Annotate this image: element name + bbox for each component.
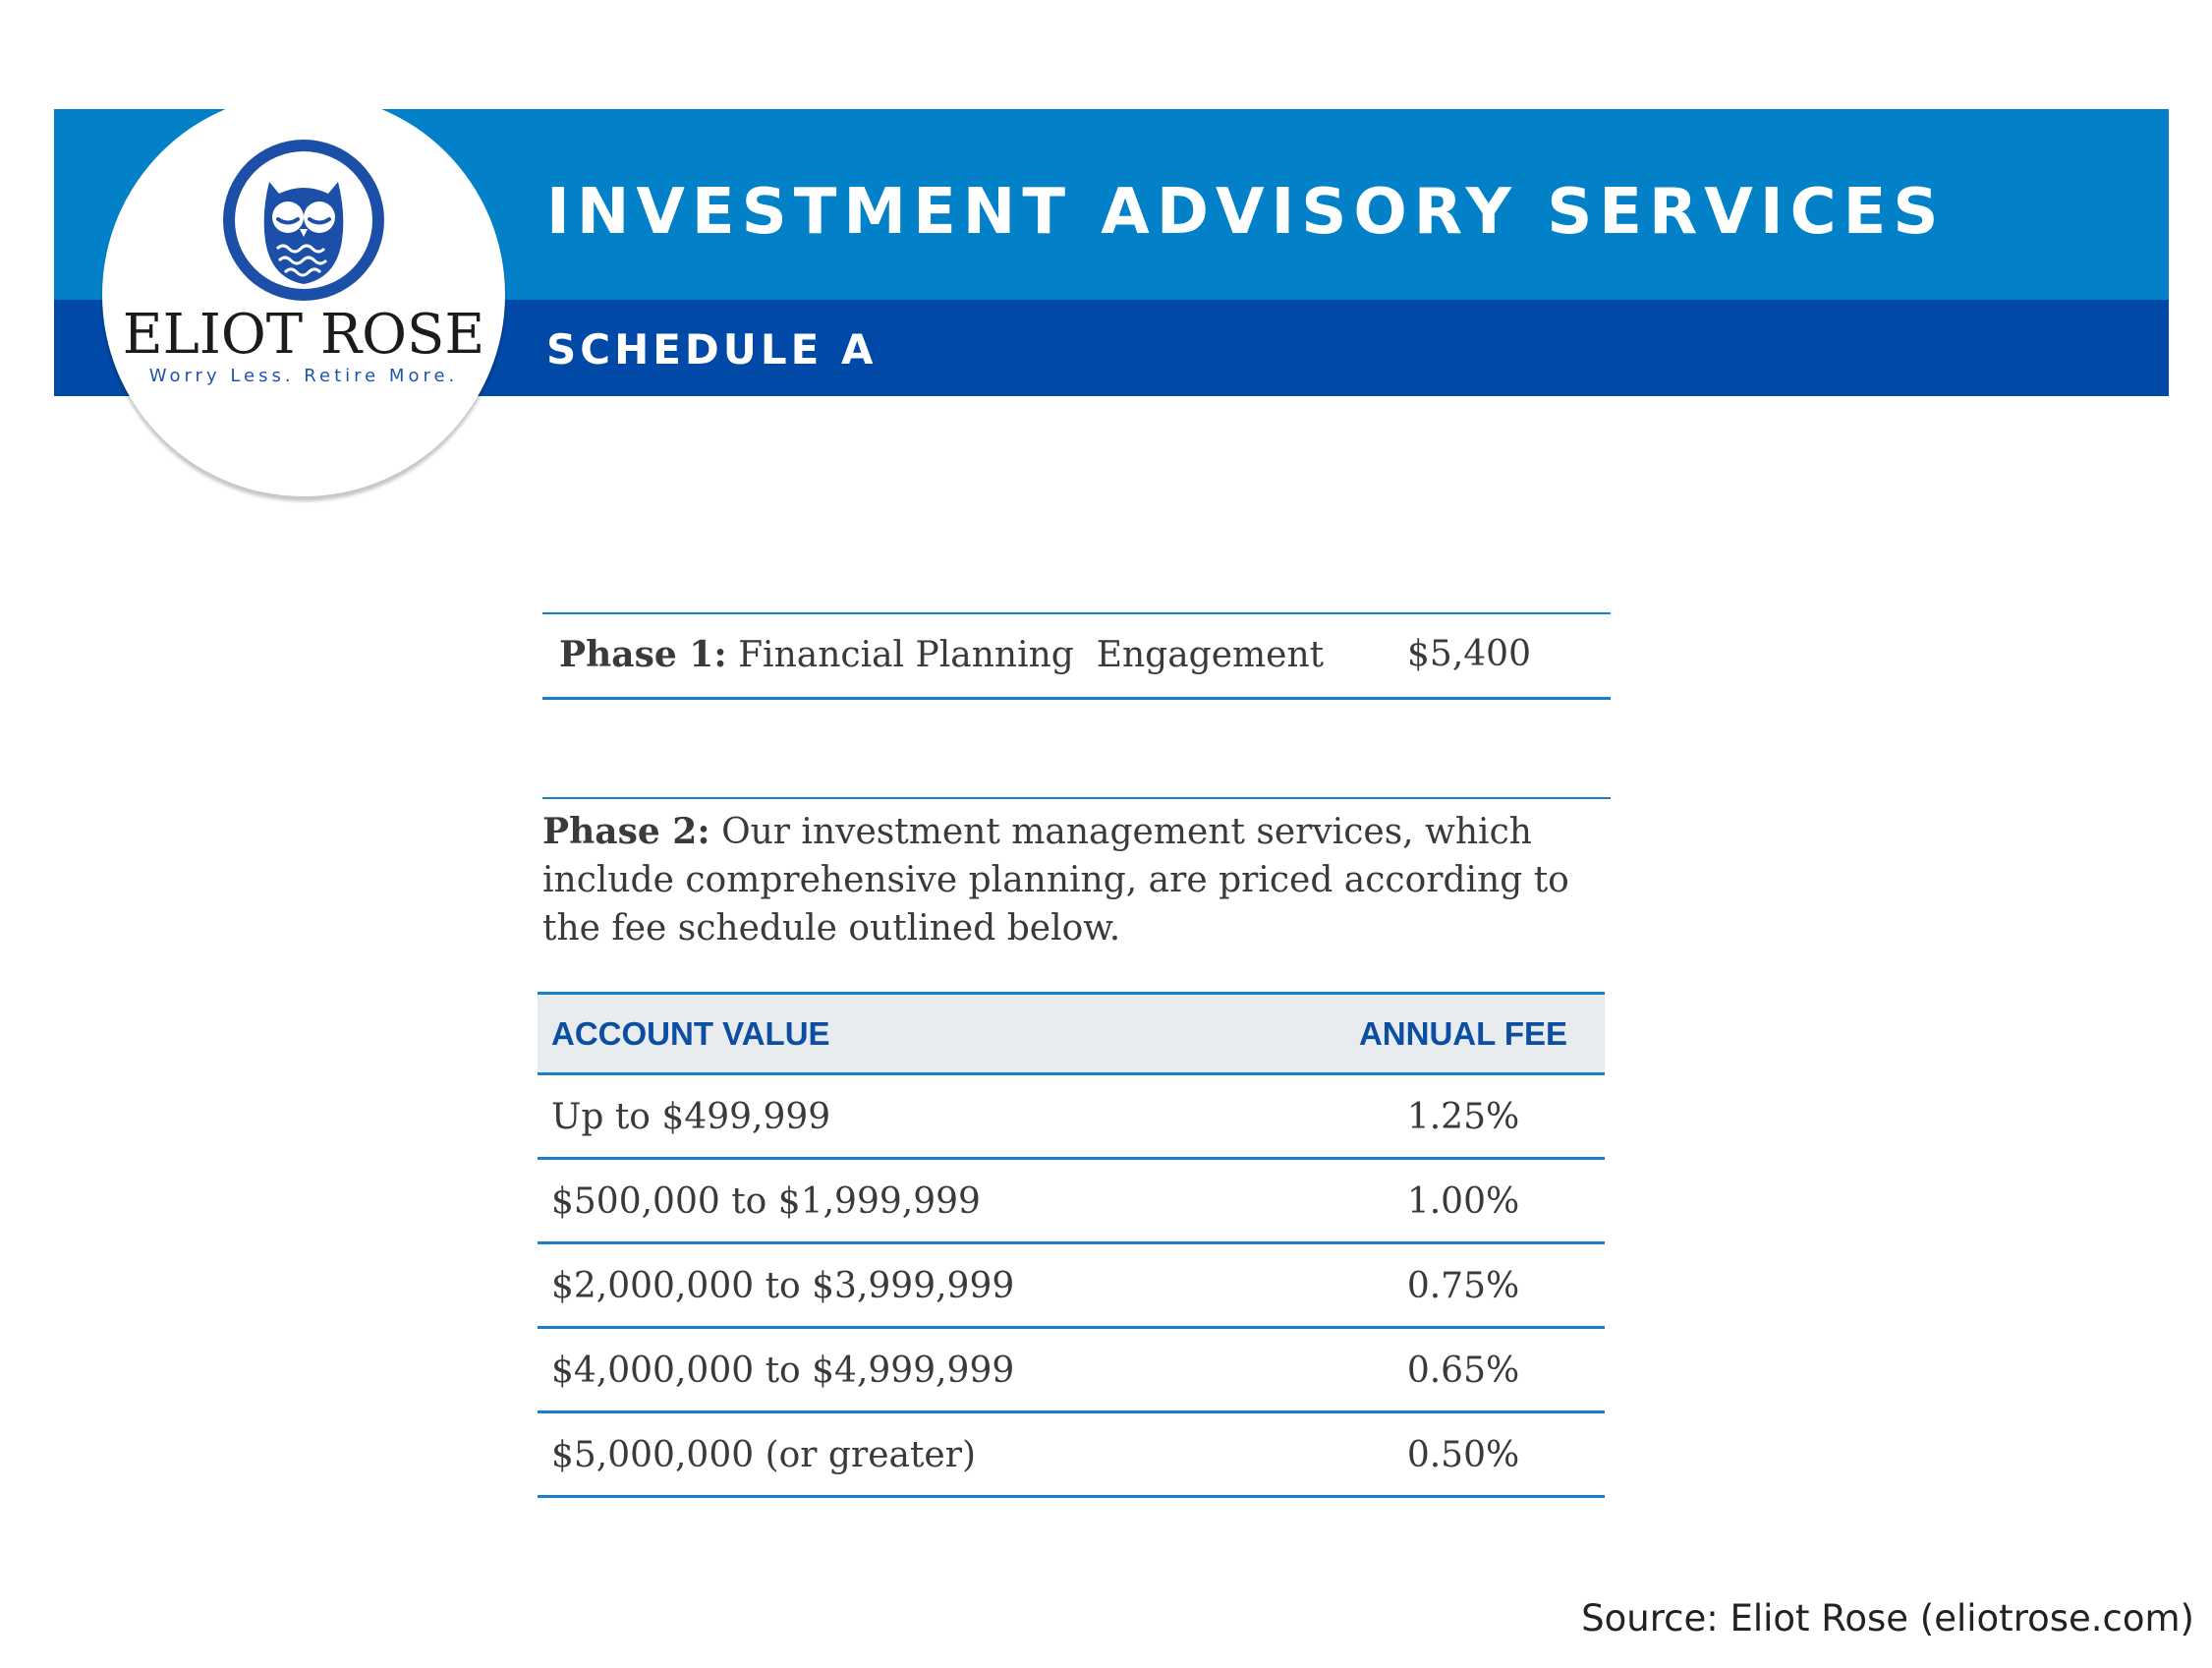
annual-fee-cell: 1.00% (1406, 1181, 1520, 1222)
phase2-paragraph (542, 808, 1623, 952)
page-title: INVESTMENT ADVISORY SERVICES (546, 176, 1946, 249)
table-row (538, 1329, 1605, 1413)
table-row (538, 1244, 1605, 1329)
logo-tagline: Worry Less. Retire More. (148, 366, 459, 386)
phase2-label: Phase 2: (542, 811, 710, 852)
table-row (538, 1075, 1605, 1160)
phase1-description: Financial Planning Engagement (738, 635, 1325, 675)
phase2-text: Our investment management services, which include comprehensive planning, are priced according to the fee schedule outlined below. (542, 812, 1569, 949)
page-subtitle: SCHEDULE A (546, 325, 878, 374)
phase1-price: $5,400 (1407, 634, 1531, 674)
phase1-top-rule (542, 612, 1611, 614)
annual-fee-cell: 0.75% (1406, 1266, 1520, 1306)
table-row (538, 1160, 1605, 1244)
owl-icon (218, 135, 389, 306)
phase1-row (559, 632, 1324, 678)
phase2-top-rule (542, 797, 1611, 799)
account-value-cell: Up to $499,999 (551, 1097, 831, 1137)
account-value-cell: $2,000,000 to $3,999,999 (551, 1266, 1015, 1306)
column-header-annual-fee: ANNUAL FEE (1358, 1015, 1568, 1052)
logo-name: ELIOT ROSE (122, 303, 485, 367)
account-value-cell: $4,000,000 to $4,999,999 (551, 1351, 1015, 1391)
annual-fee-cell: 1.25% (1406, 1097, 1520, 1137)
annual-fee-cell: 0.65% (1406, 1351, 1520, 1391)
column-header-account-value: ACCOUNT VALUE (551, 1015, 830, 1052)
source-credit: Source: Eliot Rose (eliotrose.com) (1581, 1597, 2194, 1639)
phase1-label: Phase 1: (559, 634, 727, 675)
account-value-cell: $500,000 to $1,999,999 (551, 1181, 981, 1222)
table-row (538, 1413, 1605, 1498)
table-header (538, 992, 1605, 1075)
fee-schedule-table (538, 992, 1605, 1498)
phase1-bottom-rule (542, 697, 1611, 700)
account-value-cell: $5,000,000 (or greater) (551, 1435, 976, 1475)
annual-fee-cell: 0.50% (1406, 1435, 1520, 1475)
logo (102, 93, 505, 496)
